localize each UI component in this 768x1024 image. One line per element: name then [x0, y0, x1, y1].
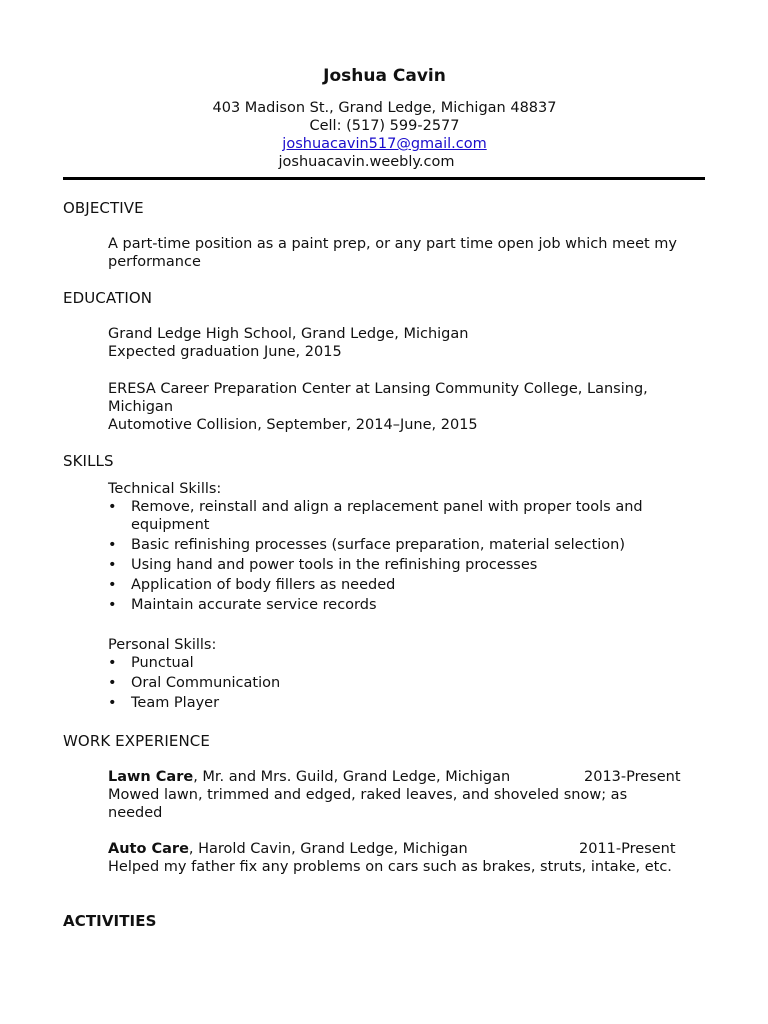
personal-skills-list [108, 654, 708, 712]
address: 403 Madison St., Grand Ledge, Michigan 48837 [212, 100, 557, 116]
job-title: Auto Care [108, 841, 189, 857]
technical-skills [108, 480, 698, 616]
list-item: • Remove, reinstall and align a replacement panel with proper tools and equipment [108, 499, 643, 533]
bullet-icon: • [108, 577, 117, 593]
objective-heading: OBJECTIVE [63, 199, 144, 217]
job-entry [108, 768, 708, 822]
bullet-icon: • [108, 557, 117, 573]
work-experience-heading: WORK EXPERIENCE [63, 732, 210, 750]
job-employer: , Mr. and Mrs. Guild, Grand Ledge, Michigan [193, 769, 511, 785]
school-2-line-2: Michigan [108, 399, 174, 415]
bullet-icon: • [108, 537, 117, 553]
technical-skills-label: Technical Skills: [108, 481, 222, 497]
school-2-line-1: ERESA Career Preparation Center at Lansing Community College, Lansing, [108, 381, 648, 397]
objective-text: A part-time position as a paint prep, or any part time open job which meet my performance [108, 236, 677, 270]
job-description: Mowed lawn, trimmed and edged, raked leaves, and shoveled snow; as needed [108, 787, 628, 821]
list-item: • Using hand and power tools in the refinishing processes [108, 557, 538, 573]
bullet-icon: • [108, 675, 117, 691]
school-1: Grand Ledge High School, Grand Ledge, Michigan [108, 326, 469, 342]
header-divider [63, 177, 705, 180]
bullet-icon: • [108, 655, 117, 671]
education-block-2 [108, 380, 708, 434]
cell-phone: Cell: (517) 599-2577 [309, 118, 460, 134]
technical-skills-list [108, 498, 698, 614]
list-item: • Oral Communication [108, 675, 281, 691]
website: joshuacavin.weebly.com [278, 154, 455, 170]
bullet-icon: • [108, 597, 117, 613]
resume-header [64, 64, 705, 171]
job-employer: , Harold Cavin, Grand Ledge, Michigan [188, 841, 468, 857]
job-dates: 2011-Present [579, 841, 676, 857]
personal-skills [108, 636, 708, 714]
list-item: • Maintain accurate service records [108, 597, 377, 613]
job-title: Lawn Care [108, 769, 194, 785]
activities-heading: ACTIVITIES [63, 912, 157, 930]
job-description: Helped my father fix any problems on cars such as brakes, struts, intake, etc. [108, 859, 672, 875]
list-item: • Application of body fillers as needed [108, 577, 396, 593]
skills-heading: SKILLS [63, 452, 114, 470]
education-block [108, 325, 708, 361]
list-item: • Basic refinishing processes (surface preparation, material selection) [108, 537, 626, 553]
school-2-detail: Automotive Collision, September, 2014–June, 2015 [108, 417, 478, 433]
email-link[interactable]: joshuacavin517@gmail.com [282, 136, 487, 152]
bullet-icon: • [108, 499, 117, 515]
list-item: • Punctual [108, 655, 194, 671]
school-1-detail: Expected graduation June, 2015 [108, 344, 342, 360]
applicant-name: Joshua Cavin [323, 66, 446, 86]
education-heading: EDUCATION [63, 289, 153, 307]
job-entry [108, 840, 708, 876]
list-item: • Team Player [108, 695, 220, 711]
bullet-icon: • [108, 695, 117, 711]
personal-skills-label: Personal Skills: [108, 637, 217, 653]
job-dates: 2013-Present [584, 769, 681, 785]
